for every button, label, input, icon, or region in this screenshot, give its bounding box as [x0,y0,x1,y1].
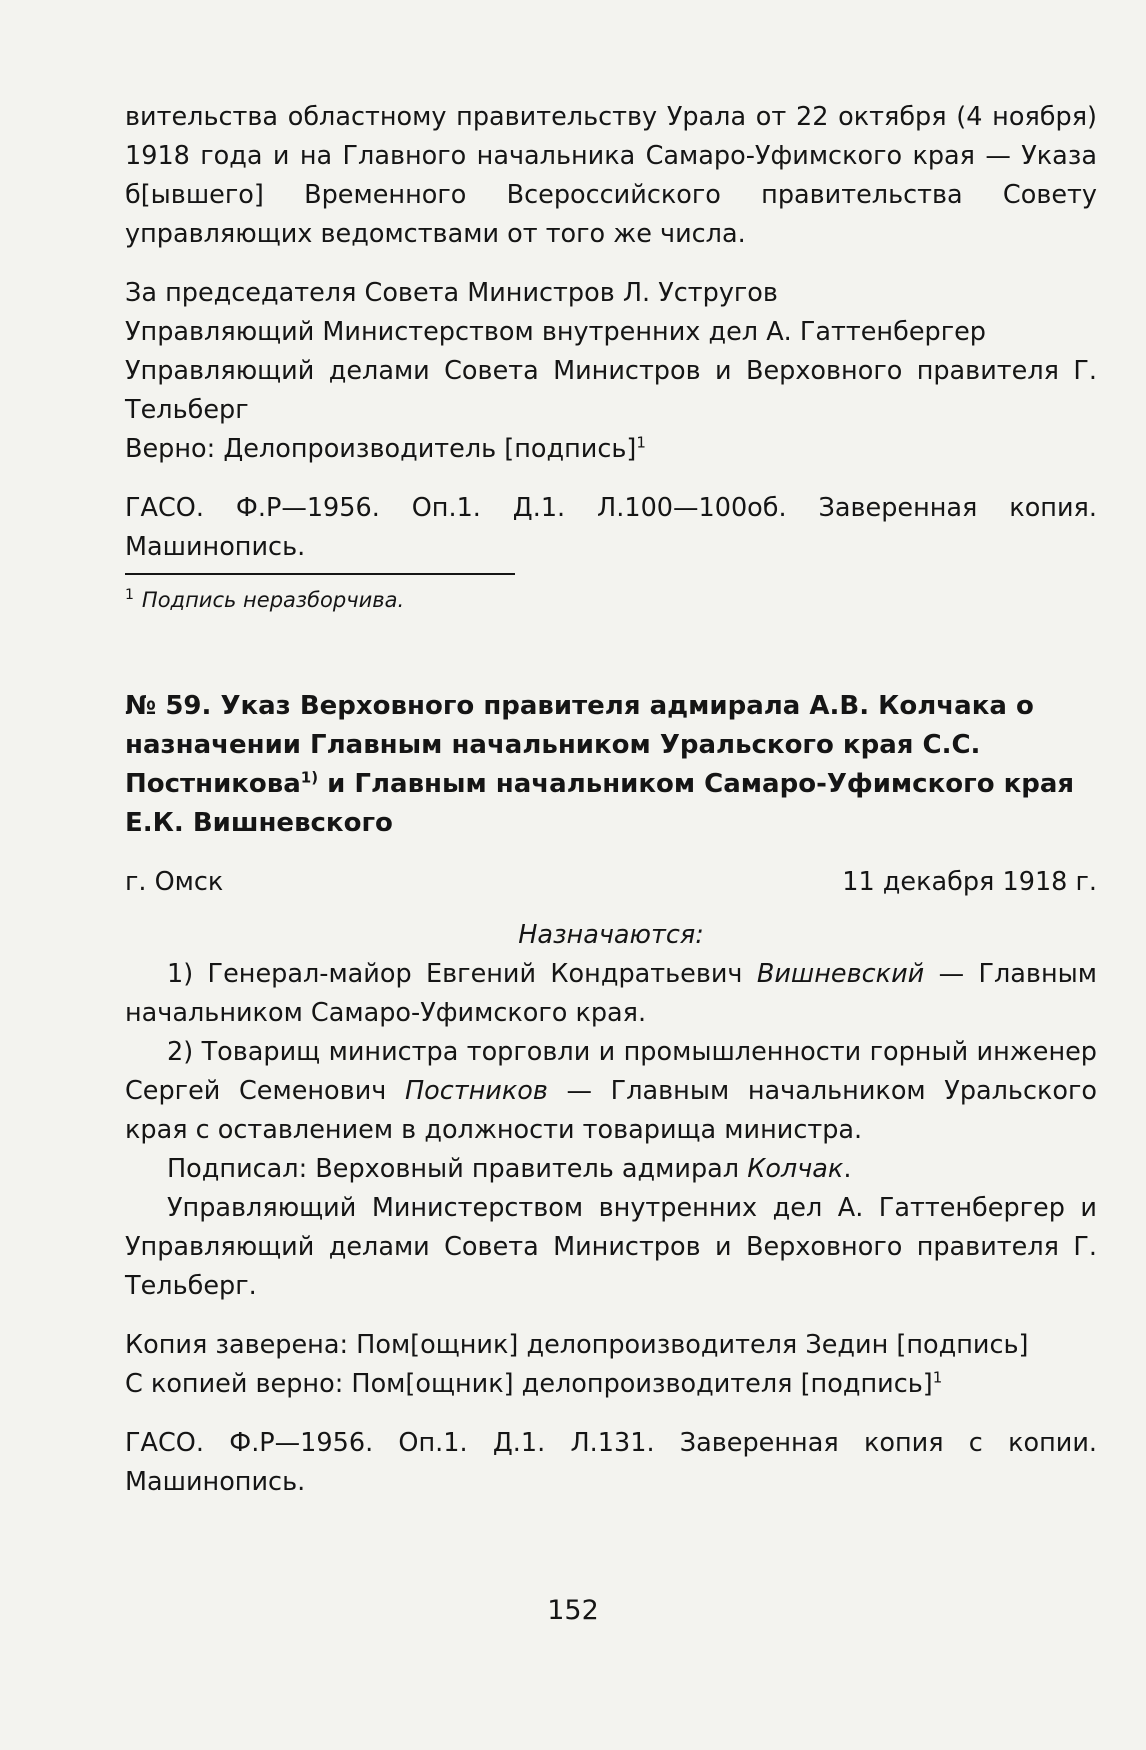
heading-part-1: № 59. Указ Верховного правителя адмирала А.В. Колчака о назначении Главным начальником Уральского края С.С. Постникова [125,691,1034,799]
dateline [125,863,1097,902]
item1-name: Вишневский [756,959,925,989]
item1-text-before: 1) Генерал-майор Евгений Кондратьевич [167,959,757,989]
appointment-item-1 [125,955,1097,1033]
document-page [125,98,1097,1502]
appointment-item-2 [125,1033,1097,1150]
document-heading [125,687,1097,843]
signed-after: . [843,1154,852,1184]
copy-footnote-ref: 1 [932,1368,943,1387]
footnote-mark: 1 [125,587,134,603]
appoint-heading: Назначаются: [518,920,704,950]
page-number: 152 [547,1595,599,1626]
intro-paragraph: вительства областному правительству Урала от 22 октября (4 ноября) 1918 года и на Главного начальника Самаро-Уфимского края — Указа б[ывшего] Временного Всероссийского правительства Совету управляющих ведомствами от того же числа. [125,102,1097,249]
copy-certified: Копия заверена: Пом[ощник] делопроизводителя Зедин [подпись] [125,1330,1029,1360]
signature-council-manager: Управляющий делами Совета Министров и Верховного правителя Г. Тельберг [125,356,1097,425]
signature-verified-text: Верно: Делопроизводитель [подпись] [125,434,637,464]
countersign: Управляющий Министерством внутренних дел А. Гаттенбергер и Управляющий делами Совета Министров и Верховного правителя Г. Тельберг. [125,1193,1097,1301]
copy-verified [125,1365,1097,1404]
signature-verified [125,430,1097,469]
signed-name: Колчак [747,1154,844,1184]
signature-chairman: За председателя Совета Министров Л. Устругов [125,278,778,308]
footnote-divider [125,573,515,575]
heading-footnote-ref: 1) [300,768,319,787]
copy-verified-text: С копией верно: Пом[ощник] делопроизводителя [подпись] [125,1369,933,1399]
signature-interior-minister: Управляющий Министерством внутренних дел А. Гаттенбергер [125,317,986,347]
signature-block-1 [125,274,1097,469]
date: 11 декабря 1918 г. [842,867,1097,897]
item2-name: Постников [404,1076,548,1106]
heading-part-2: и Главным начальником Самаро-Уфимского края Е.К. Вишневского [125,769,1075,838]
footnote [125,585,1097,615]
item2-text-before: 2) Товарищ министра торговли и промышленности горный инженер Сергей Семенович [125,1037,1097,1106]
footnote-text: Подпись неразборчива. [141,588,405,612]
archive-source-1: ГАСО. Ф.Р—1956. Оп.1. Д.1. Л.100—100об. Заверенная копия. Машинопись. [125,493,1097,562]
signed-line [125,1150,1097,1189]
archive-source-2: ГАСО. Ф.Р—1956. Оп.1. Д.1. Л.131. Заверенная копия с копии. Машинопись. [125,1428,1097,1497]
footnote-ref: 1 [636,433,646,452]
signed-before: Подписал: Верховный правитель адмирал [167,1154,748,1184]
place: г. Омск [125,867,224,897]
item2-text-after: — Главным начальником Уральского края с оставлением в должности товарища министра. [125,1076,1097,1145]
item1-text-after: — Главным начальником Самаро-Уфимского края. [125,959,1097,1028]
